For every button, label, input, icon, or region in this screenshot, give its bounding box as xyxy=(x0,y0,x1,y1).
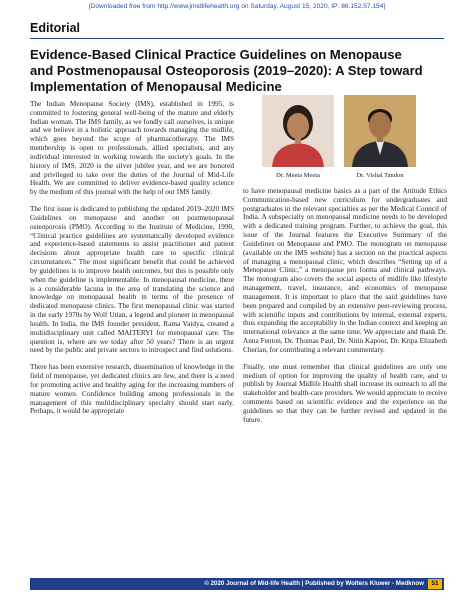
author-photo-tandon xyxy=(344,95,416,167)
author-photo-meeta xyxy=(262,95,334,167)
right-column xyxy=(243,187,447,425)
section-label: Editorial xyxy=(30,21,81,35)
title-line-1: Evidence-Based Clinical Practice Guidelines on Menopause xyxy=(30,47,402,62)
title-line-3: Implementation of Menopausal Medicine xyxy=(30,79,282,94)
photo-caption: Dr. Vishal Tandon xyxy=(356,172,404,179)
paragraph: Finally, one must remember that clinical guidelines are only one medium of option for improving the quality of health care, and to publish by Journal Midlife Health shall increase its outreach to all the stakeholder and health-care providers. We would appreciate to receive comments based on scientific evidence and the experience on the guidelines so that they can be further revised and updated in the future. xyxy=(243,362,447,424)
header-rule xyxy=(30,38,444,39)
paragraph: The first issue is dedicated to publishing the updated 2019–2020 IMS Guidelines on menopause and another on postmenopausal osteoporosis (PMO). According to the Institute of Medicine, 1990, “Clinical practice guidelines are systematically developed evidence and experience-based statements to assist practitioner and patient decisions about appropriate health care to specific clinical circumstances.” The most significant benefit that could be achieved by guidelines is to improve health outcomes, but this is possible only when the guideline is implementable. In menopausal medicine, there is a considerable lacuna in the area of translating the science and knowledge on menopausal health in terms of the presence of dedicated menopause clinics. The first menopausal clinic was started in the early 1970s by Wolf Utian, a legend and pioneer in menopausal health. In India, the IMS founder president, Rama Vaidya, created a multidisciplinary unit called MAITERYI for menopausal care. The question is, where are we today after 50 years? There is an urgent need by the public and private sectors to introspect and find solutions. xyxy=(30,205,234,355)
left-column xyxy=(30,100,234,416)
page-number: 51 xyxy=(428,579,442,589)
photo-caption: Dr. Meeta Meeta xyxy=(276,172,320,179)
paragraph: to have menopausal medicine basics as a part of the Attitude Ethics Communication-based new curriculum for undergraduates and postgraduates in the relevant specialties as per the Medical Council of India. A subspecialty on menopausal medicine needs to be developed with a dedicated training program. Further, to achieve the goal, this issue of the Journal features the Executive Summary of the Guidelines on Menopause and PMO. The monogram on menopause (available on the IMS website) has a section on the practical aspects of managing a menopausal clinic, which describes “Setting up of a Menopause Clinic,” a menopause pro forma and clinical pathways. The monogram also covers the social aspects of midlife like lifestyle management, travel, insurance, and economics of menopause management. It is important to place that the said guidelines have been prepared and compiled by an extensive peer-reviewing process, with scientific inputs and contributions by internal, external experts, thus expanding the acceptability in the Indian context and keeping an international relevance at the same time. We appreciate and thank Dr. Anna Fenton, Dr. Thomas Paul, Dr. Nitin Kapoor, Dr. Kripa Elizabeth Cherian, for contributing a relevant commentary. xyxy=(243,187,447,354)
article-title xyxy=(30,47,440,95)
footer-bar xyxy=(30,578,444,590)
footer-text: © 2020 Journal of Mid-life Health | Published by Wolters Kluwer - Medknow xyxy=(204,580,424,587)
paragraph: The Indian Menopause Society (IMS), established in 1995, is committed to fostering general well-being of the mature and elderly Indian woman. The IMS family, as we fondly call ourselves, is unique and we believe in a holistic approach towards managing the midlife, which goes beyond the scope of pharmacotherapy. The IMS membership is open to professionals, allied specialists, and any individual interested in working towards the society's goals. In the history of IMS, 2020 is the silver jubilee year, and we are honored and privileged to take over the duties of the Journal of Mid-Life Health. We are committed to deliver evidence-based quality science by the medium of this journal with the help of our IMS family. xyxy=(30,100,234,197)
title-line-2: and Postmenopausal Osteoporosis (2019–2020): A Step toward xyxy=(30,63,423,78)
download-notice: [Downloaded free from http://www.jmidlifehealth.org on Saturday, August 15, 2020, IP: 86.152.57.154] xyxy=(88,3,386,10)
paragraph: There has been extensive research, dissemination of knowledge in the field of menopause, yet dedicated clinics are few, and there is a need for promoting active and healthy aging for the increasing numbers of mature women. Confidence building among professionals in the management of this multidisciplinary specialty should start early. Perhaps, it would be appropriate xyxy=(30,363,234,416)
